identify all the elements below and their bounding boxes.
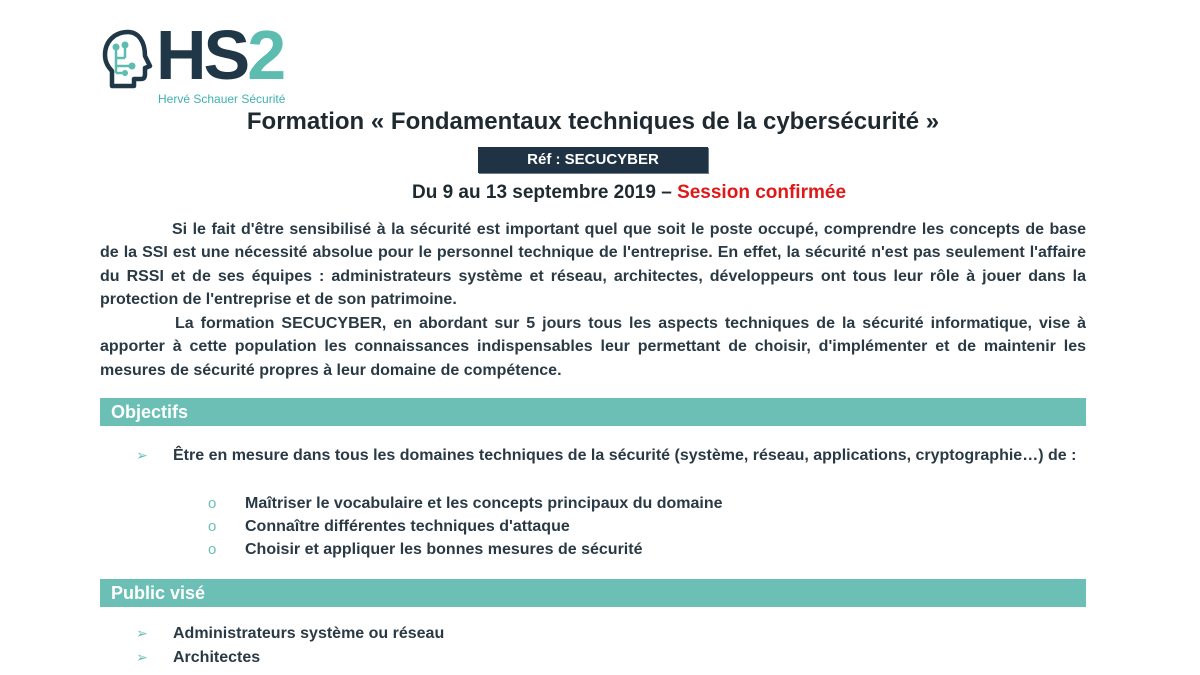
hs2-logo bbox=[100, 16, 315, 106]
arrow-bullet-icon: ➢ bbox=[136, 649, 148, 665]
sub-list-item bbox=[208, 492, 722, 515]
sub-item-text: Choisir et appliquer les bonnes mesures de sécurité bbox=[245, 541, 643, 558]
objectif-main-text: Être en mesure dans tous les domaines techniques de la sécurité (système, réseau, applications, cryptographie…) de : bbox=[173, 447, 1077, 464]
sub-item-text: Connaître différentes techniques d'attaque bbox=[245, 518, 570, 535]
public-item-text: Administrateurs système ou réseau bbox=[173, 625, 445, 642]
sub-item-text: Maîtriser le vocabulaire et les concepts principaux du domaine bbox=[245, 495, 723, 512]
intro-paragraph-1: Si le fait d'être sensibilisé à la sécurité est important quel que soit le poste occupé, comprendre les concepts de base de la SSI est une nécessité absolue pour le personnel technique de l'entreprise. En effet, la sécurité n'est pas seulement l'affaire du RSSI et de ses équipes : administrateurs système et réseau, architectes, développeurs ont tous leur rôle à jouer dans la protection de l'entreprise et de son patrimoine. bbox=[100, 221, 1086, 308]
reference-badge: Réf : SECUCYBER bbox=[478, 147, 708, 173]
circle-bullet-icon: o bbox=[208, 541, 217, 558]
logo-wordmark bbox=[156, 16, 284, 94]
circle-bullet-icon: o bbox=[208, 518, 217, 535]
arrow-bullet-icon: ➢ bbox=[136, 625, 148, 641]
session-status: Session confirmée bbox=[677, 182, 847, 203]
section-heading-objectifs: Objectifs bbox=[100, 398, 1086, 426]
circle-bullet-icon: o bbox=[208, 495, 217, 512]
logo-wordmark-2: 2 bbox=[247, 16, 284, 94]
dates-text: Du 9 au 13 septembre 2019 – bbox=[411, 182, 678, 203]
head-circuit-icon bbox=[100, 28, 158, 90]
logo-wordmark-hs: HS bbox=[156, 16, 248, 94]
sub-list-item bbox=[208, 515, 570, 538]
sub-list-item bbox=[208, 538, 642, 561]
arrow-bullet-icon: ➢ bbox=[136, 447, 148, 463]
section-heading-public-vise: Public visé bbox=[100, 579, 1086, 607]
session-dates bbox=[0, 182, 1200, 204]
public-item-text: Architectes bbox=[173, 649, 261, 666]
logo-tagline: Hervé Schauer Sécurité bbox=[158, 92, 286, 106]
page-title: Formation « Fondamentaux techniques de la cybersécurité » bbox=[246, 108, 940, 135]
intro-paragraph-2: La formation SECUCYBER, en abordant sur 5 jours tous les aspects techniques de la sécurité informatique, vise à apporter à cette population les connaissances indispensables leur permettant de choisir, d'implémenter et de maintenir les mesures de sécurité propres à leur domaine de compétence. bbox=[100, 315, 1086, 379]
